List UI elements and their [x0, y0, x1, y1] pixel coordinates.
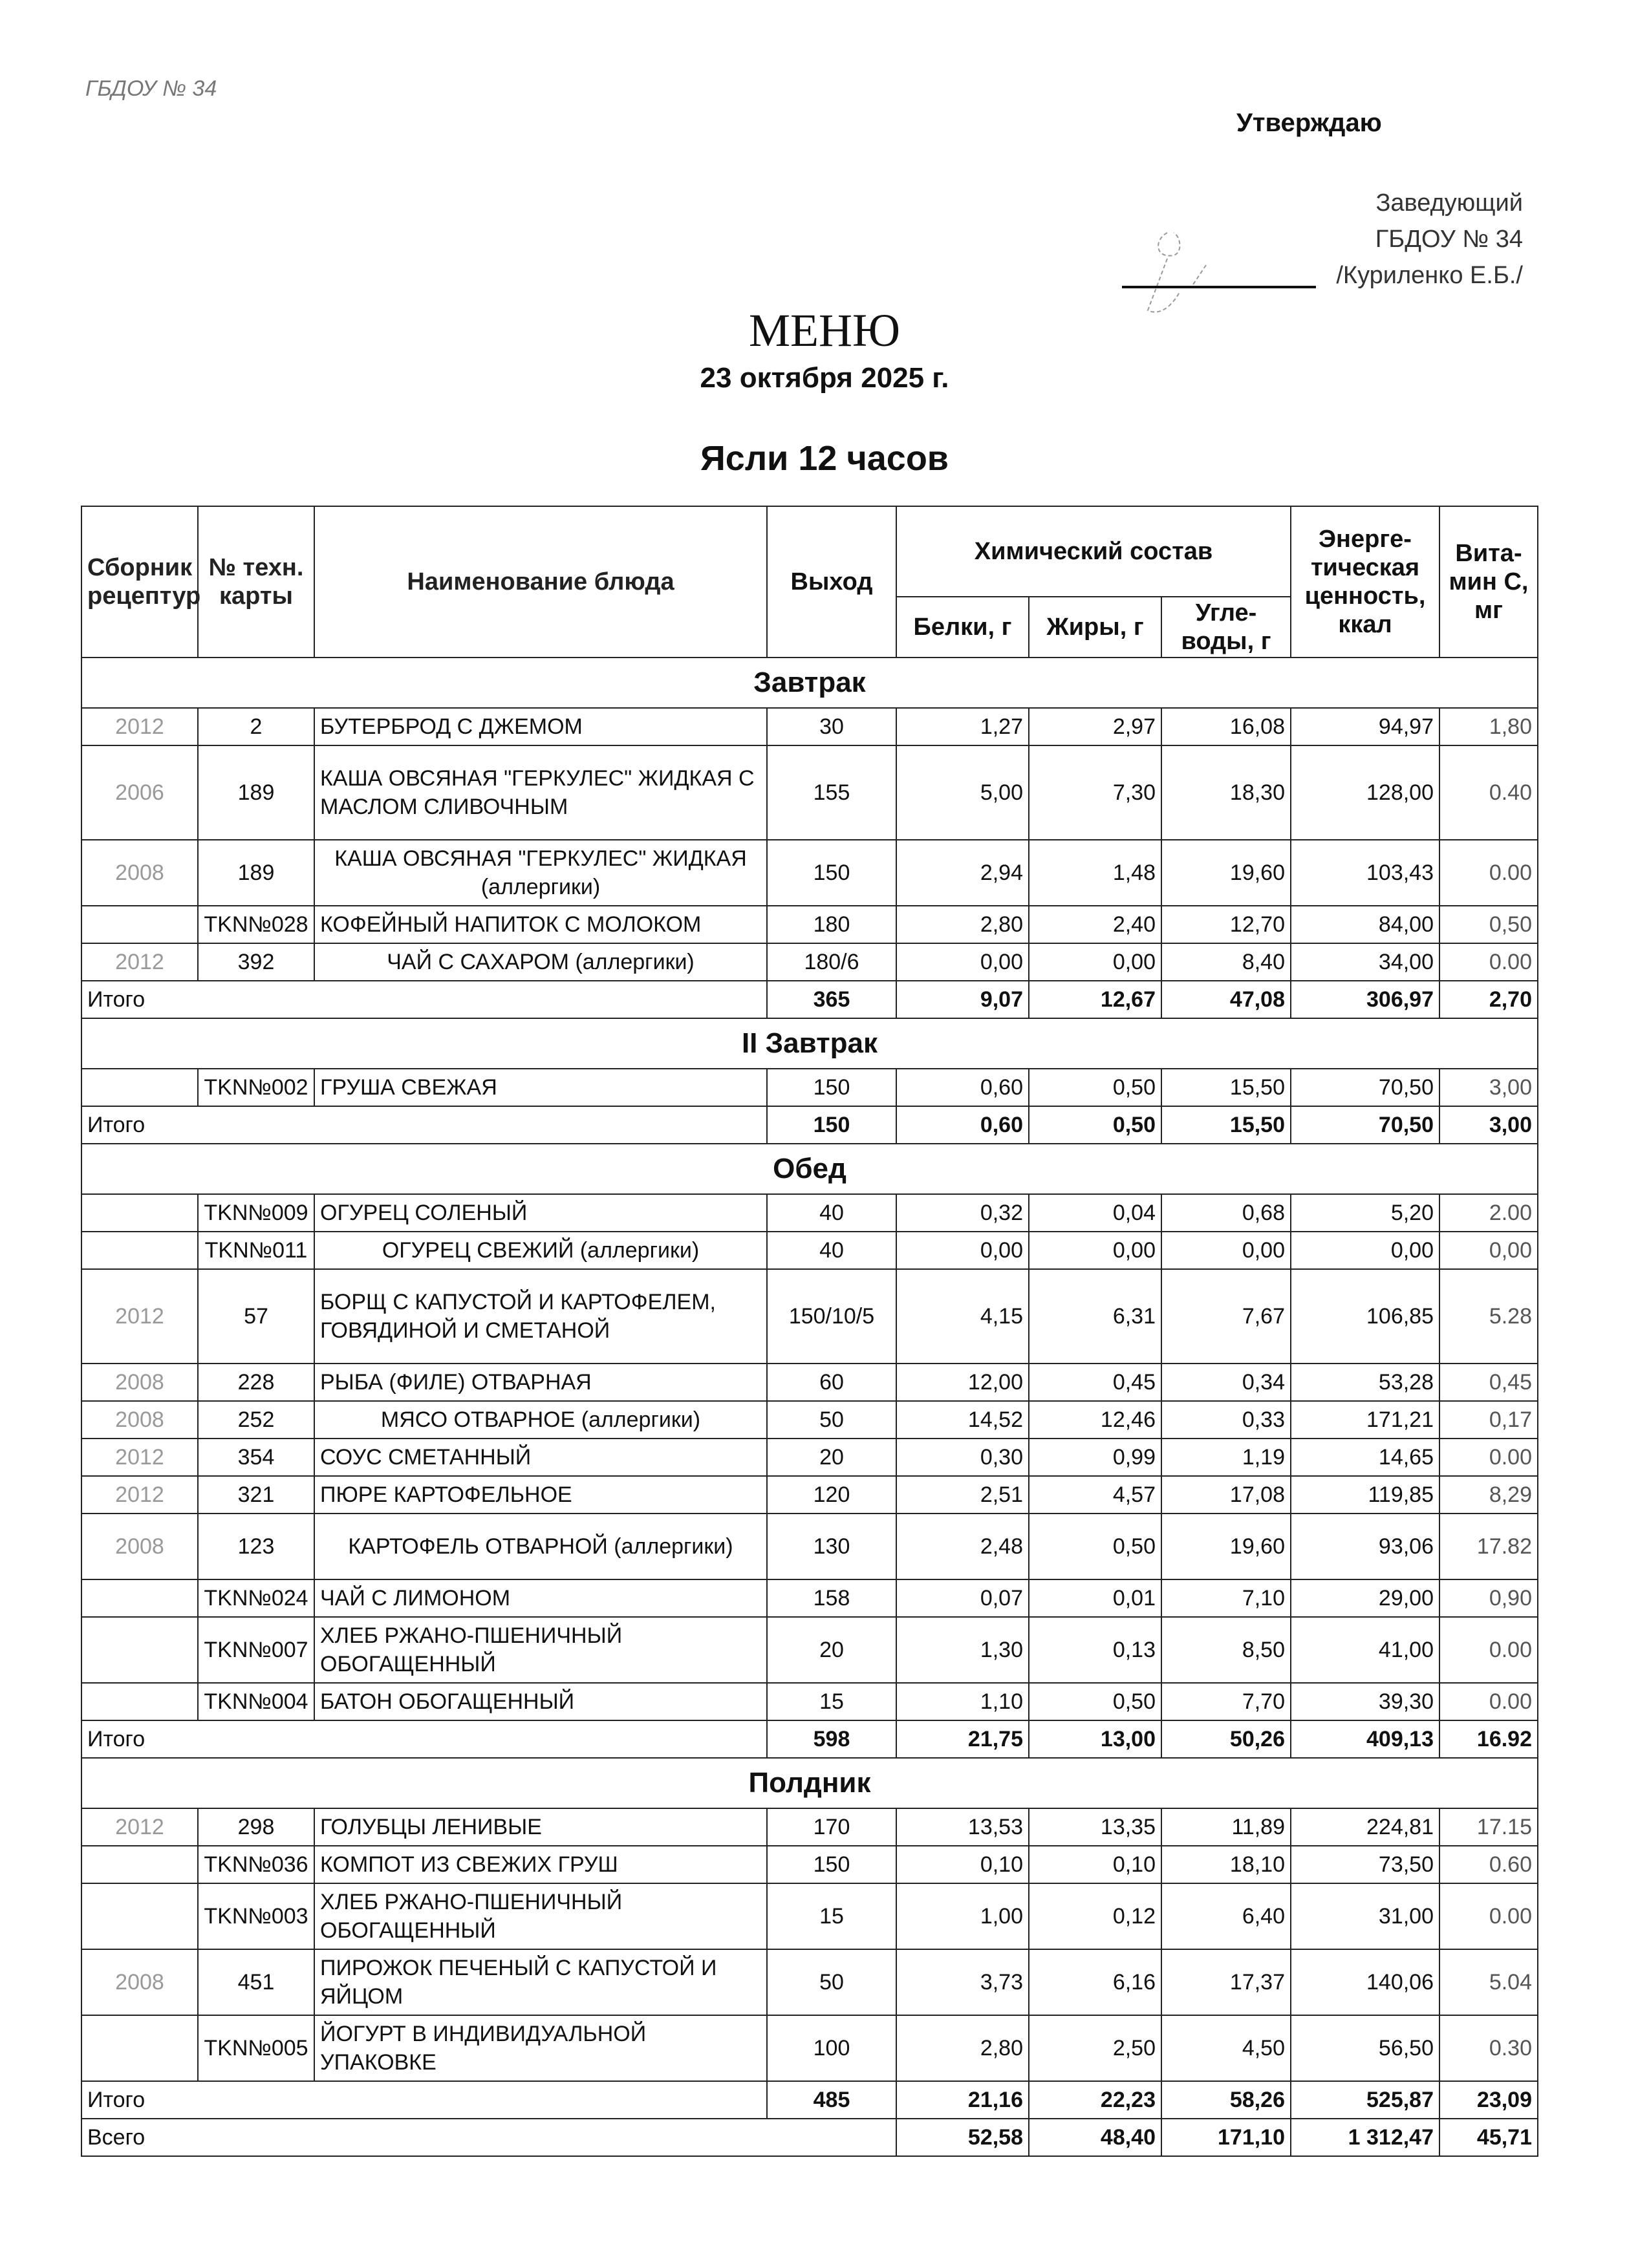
carbs-cell: 11,89	[1161, 1808, 1291, 1846]
carbs-cell: 16,08	[1161, 708, 1291, 745]
energy-cell: 93,06	[1291, 1514, 1439, 1579]
tech-card-cell: 57	[198, 1269, 314, 1364]
dish-name-cell: КАША ОВСЯНАЯ "ГЕРКУЛЕС" ЖИДКАЯ С МАСЛОМ СЛИВОЧНЫМ	[314, 745, 767, 840]
carbs-cell: 17,37	[1161, 1949, 1291, 2015]
dish-row	[81, 2015, 1538, 2081]
dish-name-cell: ХЛЕБ РЖАНО-ПШЕНИЧНЫЙ ОБОГАЩЕННЫЙ	[314, 1883, 767, 1949]
dish-name-cell: ЙОГУРТ В ИНДИВИДУАЛЬНОЙ УПАКОВКЕ	[314, 2015, 767, 2081]
recipe-book-cell: 2006	[81, 745, 198, 840]
dish-row	[81, 1808, 1538, 1846]
vitc-cell: 0.00	[1439, 1439, 1538, 1476]
fat-cell: 0,10	[1029, 1846, 1161, 1883]
output-cell: 50	[767, 1401, 896, 1439]
carbs-cell: 17,08	[1161, 1476, 1291, 1514]
dish-name-cell: ЧАЙ С САХАРОМ (аллергики)	[314, 943, 767, 981]
vitc-cell: 0,17	[1439, 1401, 1538, 1439]
dish-name-cell: СОУС СМЕТАННЫЙ	[314, 1439, 767, 1476]
carbs-cell: 7,70	[1161, 1683, 1291, 1720]
output-cell: 40	[767, 1232, 896, 1269]
col-header-chem: Химический состав	[896, 506, 1291, 597]
protein-cell: 0,07	[896, 1579, 1029, 1617]
tech-card-cell: TKN№004	[198, 1683, 314, 1720]
vitc-cell: 0.00	[1439, 1683, 1538, 1720]
dish-name-cell: ОГУРЕЦ СОЛЕНЫЙ	[314, 1194, 767, 1232]
total-label: Итого	[81, 1106, 767, 1144]
dish-name-cell: БАТОН ОБОГАЩЕННЫЙ	[314, 1683, 767, 1720]
recipe-book-cell	[81, 1069, 198, 1106]
menu-body	[81, 658, 1538, 2156]
output-cell: 150	[767, 1069, 896, 1106]
total-energy-cell: 525,87	[1291, 2081, 1439, 2119]
fat-cell: 0,00	[1029, 943, 1161, 981]
output-cell: 20	[767, 1439, 896, 1476]
total-output-cell: 485	[767, 2081, 896, 2119]
total-carbs-cell: 58,26	[1161, 2081, 1291, 2119]
group-label: Ясли 12 часов	[700, 439, 949, 478]
energy-cell: 84,00	[1291, 906, 1439, 943]
energy-cell: 14,65	[1291, 1439, 1439, 1476]
protein-cell: 3,73	[896, 1949, 1029, 2015]
signature-line	[1122, 286, 1316, 288]
carbs-cell: 8,50	[1161, 1617, 1291, 1683]
fat-cell: 0,50	[1029, 1683, 1161, 1720]
energy-cell: 171,21	[1291, 1401, 1439, 1439]
dish-name-cell: БУТЕРБРОД С ДЖЕМОМ	[314, 708, 767, 745]
tech-card-cell: 392	[198, 943, 314, 981]
vitc-cell: 0.00	[1439, 1617, 1538, 1683]
output-cell: 130	[767, 1514, 896, 1579]
tech-card-cell: TKN№024	[198, 1579, 314, 1617]
total-label: Итого	[81, 981, 767, 1018]
dish-name-cell: КАРТОФЕЛЬ ОТВАРНОЙ (аллергики)	[314, 1514, 767, 1579]
grand-total-fat-cell: 48,40	[1029, 2119, 1161, 2156]
energy-cell: 0,00	[1291, 1232, 1439, 1269]
dish-row	[81, 1883, 1538, 1949]
output-cell: 158	[767, 1579, 896, 1617]
dish-name-cell: КОМПОТ ИЗ СВЕЖИХ ГРУШ	[314, 1846, 767, 1883]
total-label: Итого	[81, 1720, 767, 1758]
output-cell: 30	[767, 708, 896, 745]
tech-card-cell: TKN№005	[198, 2015, 314, 2081]
section-total-row	[81, 2081, 1538, 2119]
protein-cell: 12,00	[896, 1364, 1029, 1401]
section-total-row	[81, 981, 1538, 1018]
recipe-book-cell: 2012	[81, 1439, 198, 1476]
recipe-book-cell	[81, 1846, 198, 1883]
output-cell: 15	[767, 1683, 896, 1720]
carbs-cell: 4,50	[1161, 2015, 1291, 2081]
carbs-cell: 0,33	[1161, 1401, 1291, 1439]
fat-cell: 0,99	[1029, 1439, 1161, 1476]
protein-cell: 0,32	[896, 1194, 1029, 1232]
protein-cell: 14,52	[896, 1401, 1029, 1439]
output-cell: 120	[767, 1476, 896, 1514]
total-vitc-cell: 2,70	[1439, 981, 1538, 1018]
recipe-book-cell	[81, 1683, 198, 1720]
grand-total-label: Всего	[81, 2119, 896, 2156]
protein-cell: 2,80	[896, 906, 1029, 943]
total-energy-cell: 409,13	[1291, 1720, 1439, 1758]
approver-block	[1336, 185, 1523, 294]
protein-cell: 0,00	[896, 1232, 1029, 1269]
dish-name-cell: ПЮРЕ КАРТОФЕЛЬНОЕ	[314, 1476, 767, 1514]
total-output-cell: 150	[767, 1106, 896, 1144]
menu-table	[81, 506, 1538, 2157]
dish-name-cell: БОРЩ С КАПУСТОЙ И КАРТОФЕЛЕМ, ГОВЯДИНОЙ И СМЕТАНОЙ	[314, 1269, 767, 1364]
energy-cell: 140,06	[1291, 1949, 1439, 2015]
energy-cell: 103,43	[1291, 840, 1439, 906]
vitc-cell: 0,50	[1439, 906, 1538, 943]
carbs-cell: 0,34	[1161, 1364, 1291, 1401]
section-header-row	[81, 658, 1538, 708]
dish-row	[81, 708, 1538, 745]
protein-cell: 2,94	[896, 840, 1029, 906]
carbs-cell: 8,40	[1161, 943, 1291, 981]
fat-cell: 13,35	[1029, 1808, 1161, 1846]
vitc-cell: 0,45	[1439, 1364, 1538, 1401]
fat-cell: 12,46	[1029, 1401, 1161, 1439]
section-title: Обед	[81, 1144, 1538, 1194]
energy-cell: 31,00	[1291, 1883, 1439, 1949]
page-title: МЕНЮ	[749, 305, 900, 356]
tech-card-cell: 298	[198, 1808, 314, 1846]
tech-card-cell: 321	[198, 1476, 314, 1514]
energy-cell: 29,00	[1291, 1579, 1439, 1617]
fat-cell: 0,01	[1029, 1579, 1161, 1617]
dish-name-cell: МЯСО ОТВАРНОЕ (аллергики)	[314, 1401, 767, 1439]
energy-cell: 34,00	[1291, 943, 1439, 981]
vitc-cell: 17.82	[1439, 1514, 1538, 1579]
carbs-cell: 0,00	[1161, 1232, 1291, 1269]
grand-total-energy-cell: 1 312,47	[1291, 2119, 1439, 2156]
energy-cell: 56,50	[1291, 2015, 1439, 2081]
protein-cell: 1,00	[896, 1883, 1029, 1949]
recipe-book-cell	[81, 1579, 198, 1617]
carbs-cell: 1,19	[1161, 1439, 1291, 1476]
vitc-cell: 0.30	[1439, 2015, 1538, 2081]
fat-cell: 2,97	[1029, 708, 1161, 745]
tech-card-cell: 189	[198, 840, 314, 906]
dish-row	[81, 1683, 1538, 1720]
vitc-cell: 0.00	[1439, 1883, 1538, 1949]
total-fat-cell: 0,50	[1029, 1106, 1161, 1144]
total-energy-cell: 306,97	[1291, 981, 1439, 1018]
dish-row	[81, 1949, 1538, 2015]
carbs-cell: 15,50	[1161, 1069, 1291, 1106]
approver-name: /Куриленко Е.Б./	[1336, 262, 1523, 289]
recipe-book-cell	[81, 1617, 198, 1683]
dish-name-cell: ЧАЙ С ЛИМОНОМ	[314, 1579, 767, 1617]
total-vitc-cell: 16.92	[1439, 1720, 1538, 1758]
output-cell: 180/6	[767, 943, 896, 981]
fat-cell: 2,50	[1029, 2015, 1161, 2081]
recipe-book-cell: 2012	[81, 708, 198, 745]
total-fat-cell: 12,67	[1029, 981, 1161, 1018]
vitc-cell: 0,00	[1439, 1232, 1538, 1269]
dish-row	[81, 1617, 1538, 1683]
output-cell: 180	[767, 906, 896, 943]
energy-cell: 39,30	[1291, 1683, 1439, 1720]
energy-cell: 5,20	[1291, 1194, 1439, 1232]
dish-row	[81, 906, 1538, 943]
tech-card-cell: 189	[198, 745, 314, 840]
total-protein-cell: 9,07	[896, 981, 1029, 1018]
tech-card-cell: 123	[198, 1514, 314, 1579]
fat-cell: 0,04	[1029, 1194, 1161, 1232]
col-header-energy: Энерге-тическая ценность, ккал	[1291, 506, 1439, 658]
output-cell: 20	[767, 1617, 896, 1683]
dish-row	[81, 1846, 1538, 1883]
protein-cell: 2,80	[896, 2015, 1029, 2081]
protein-cell: 2,48	[896, 1514, 1029, 1579]
carbs-cell: 7,67	[1161, 1269, 1291, 1364]
fat-cell: 0,12	[1029, 1883, 1161, 1949]
tech-card-cell: 252	[198, 1401, 314, 1439]
carbs-cell: 6,40	[1161, 1883, 1291, 1949]
energy-cell: 106,85	[1291, 1269, 1439, 1364]
carbs-cell: 0,68	[1161, 1194, 1291, 1232]
col-header-carbs: Угле-воды, г	[1161, 597, 1291, 658]
protein-cell: 1,27	[896, 708, 1029, 745]
vitc-cell: 5.28	[1439, 1269, 1538, 1364]
recipe-book-cell: 2008	[81, 1949, 198, 2015]
energy-cell: 94,97	[1291, 708, 1439, 745]
fat-cell: 0,50	[1029, 1069, 1161, 1106]
recipe-book-cell	[81, 906, 198, 943]
col-header-protein: Белки, г	[896, 597, 1029, 658]
col-header-card: № техн. карты	[198, 506, 314, 658]
protein-cell: 0,00	[896, 943, 1029, 981]
total-output-cell: 598	[767, 1720, 896, 1758]
energy-cell: 70,50	[1291, 1069, 1439, 1106]
section-header-row	[81, 1018, 1538, 1069]
fat-cell: 0,45	[1029, 1364, 1161, 1401]
tech-card-cell: TKN№002	[198, 1069, 314, 1106]
section-title: Завтрак	[81, 658, 1538, 708]
dish-row	[81, 1439, 1538, 1476]
total-energy-cell: 70,50	[1291, 1106, 1439, 1144]
protein-cell: 4,15	[896, 1269, 1029, 1364]
energy-cell: 73,50	[1291, 1846, 1439, 1883]
section-total-row	[81, 1720, 1538, 1758]
dish-name-cell: ОГУРЕЦ СВЕЖИЙ (аллергики)	[314, 1232, 767, 1269]
total-vitc-cell: 23,09	[1439, 2081, 1538, 2119]
tech-card-cell: TKN№011	[198, 1232, 314, 1269]
dish-name-cell: ГОЛУБЦЫ ЛЕНИВЫЕ	[314, 1808, 767, 1846]
total-output-cell: 365	[767, 981, 896, 1018]
fat-cell: 0,13	[1029, 1617, 1161, 1683]
dish-row	[81, 1364, 1538, 1401]
dish-row	[81, 1401, 1538, 1439]
dish-row	[81, 1514, 1538, 1579]
vitc-cell: 5.04	[1439, 1949, 1538, 2015]
vitc-cell: 0.00	[1439, 840, 1538, 906]
carbs-cell: 12,70	[1161, 906, 1291, 943]
total-carbs-cell: 47,08	[1161, 981, 1291, 1018]
dish-name-cell: КОФЕЙНЫЙ НАПИТОК С МОЛОКОМ	[314, 906, 767, 943]
recipe-book-cell	[81, 1883, 198, 1949]
recipe-book-cell: 2012	[81, 1476, 198, 1514]
signature-icon	[1128, 220, 1271, 317]
protein-cell: 1,10	[896, 1683, 1029, 1720]
grand-total-vitc-cell: 45,71	[1439, 2119, 1538, 2156]
recipe-book-cell: 2012	[81, 943, 198, 981]
tech-card-cell: 228	[198, 1364, 314, 1401]
carbs-cell: 18,10	[1161, 1846, 1291, 1883]
section-header-row	[81, 1144, 1538, 1194]
recipe-book-cell	[81, 1194, 198, 1232]
protein-cell: 0,60	[896, 1069, 1029, 1106]
dish-row	[81, 1194, 1538, 1232]
approve-label: Утверждаю	[1236, 109, 1382, 137]
fat-cell: 6,31	[1029, 1269, 1161, 1364]
dish-row	[81, 745, 1538, 840]
output-cell: 50	[767, 1949, 896, 2015]
output-cell: 60	[767, 1364, 896, 1401]
carbs-cell: 18,30	[1161, 745, 1291, 840]
fat-cell: 4,57	[1029, 1476, 1161, 1514]
energy-cell: 41,00	[1291, 1617, 1439, 1683]
total-protein-cell: 21,75	[896, 1720, 1029, 1758]
output-cell: 15	[767, 1883, 896, 1949]
recipe-book-cell: 2008	[81, 1401, 198, 1439]
total-label: Итого	[81, 2081, 767, 2119]
dish-name-cell: РЫБА (ФИЛЕ) ОТВАРНАЯ	[314, 1364, 767, 1401]
vitc-cell: 3,00	[1439, 1069, 1538, 1106]
output-cell: 40	[767, 1194, 896, 1232]
tech-card-cell: TKN№028	[198, 906, 314, 943]
tech-card-cell: TKN№007	[198, 1617, 314, 1683]
dish-row	[81, 1069, 1538, 1106]
carbs-cell: 19,60	[1161, 840, 1291, 906]
dish-row	[81, 1269, 1538, 1364]
protein-cell: 2,51	[896, 1476, 1029, 1514]
section-title: Полдник	[81, 1758, 1538, 1808]
tech-card-cell: TKN№003	[198, 1883, 314, 1949]
grand-total-protein-cell: 52,58	[896, 2119, 1029, 2156]
protein-cell: 5,00	[896, 745, 1029, 840]
carbs-cell: 7,10	[1161, 1579, 1291, 1617]
dish-row	[81, 1579, 1538, 1617]
protein-cell: 0,30	[896, 1439, 1029, 1476]
tech-card-cell: TKN№009	[198, 1194, 314, 1232]
total-carbs-cell: 50,26	[1161, 1720, 1291, 1758]
col-header-vitc: Вита-мин С, мг	[1439, 506, 1538, 658]
vitc-cell: 0.40	[1439, 745, 1538, 840]
energy-cell: 119,85	[1291, 1476, 1439, 1514]
tech-card-cell: 451	[198, 1949, 314, 2015]
menu-date: 23 октября 2025 г.	[700, 362, 949, 394]
dish-name-cell: КАША ОВСЯНАЯ "ГЕРКУЛЕС" ЖИДКАЯ (аллергики)	[314, 840, 767, 906]
carbs-cell: 19,60	[1161, 1514, 1291, 1579]
total-protein-cell: 21,16	[896, 2081, 1029, 2119]
output-cell: 150/10/5	[767, 1269, 896, 1364]
tech-card-cell: 2	[198, 708, 314, 745]
recipe-book-cell: 2008	[81, 840, 198, 906]
col-header-output: Выход	[767, 506, 896, 658]
vitc-cell: 0,90	[1439, 1579, 1538, 1617]
vitc-cell: 8,29	[1439, 1476, 1538, 1514]
section-title: II Завтрак	[81, 1018, 1538, 1069]
output-cell: 150	[767, 1846, 896, 1883]
organization-label: ГБДОУ № 34	[85, 76, 217, 101]
tech-card-cell: TKN№036	[198, 1846, 314, 1883]
total-fat-cell: 13,00	[1029, 1720, 1161, 1758]
energy-cell: 53,28	[1291, 1364, 1439, 1401]
section-header-row	[81, 1758, 1538, 1808]
recipe-book-cell	[81, 1232, 198, 1269]
fat-cell: 1,48	[1029, 840, 1161, 906]
total-fat-cell: 22,23	[1029, 2081, 1161, 2119]
tech-card-cell: 354	[198, 1439, 314, 1476]
recipe-book-cell: 2008	[81, 1514, 198, 1579]
grand-total-row	[81, 2119, 1538, 2156]
dish-name-cell: ХЛЕБ РЖАНО-ПШЕНИЧНЫЙ ОБОГАЩЕННЫЙ	[314, 1617, 767, 1683]
total-vitc-cell: 3,00	[1439, 1106, 1538, 1144]
vitc-cell: 17.15	[1439, 1808, 1538, 1846]
total-carbs-cell: 15,50	[1161, 1106, 1291, 1144]
col-header-book: Сборник рецептур	[81, 506, 198, 658]
vitc-cell: 0.00	[1439, 943, 1538, 981]
fat-cell: 0,50	[1029, 1514, 1161, 1579]
fat-cell: 2,40	[1029, 906, 1161, 943]
recipe-book-cell: 2012	[81, 1269, 198, 1364]
fat-cell: 7,30	[1029, 745, 1161, 840]
vitc-cell: 2.00	[1439, 1194, 1538, 1232]
approver-position: Заведующий	[1375, 189, 1523, 217]
recipe-book-cell: 2012	[81, 1808, 198, 1846]
output-cell: 155	[767, 745, 896, 840]
dish-row	[81, 840, 1538, 906]
energy-cell: 224,81	[1291, 1808, 1439, 1846]
recipe-book-cell	[81, 2015, 198, 2081]
section-total-row	[81, 1106, 1538, 1144]
col-header-fat: Жиры, г	[1029, 597, 1161, 658]
dish-name-cell: ГРУША СВЕЖАЯ	[314, 1069, 767, 1106]
vitc-cell: 0.60	[1439, 1846, 1538, 1883]
vitc-cell: 1,80	[1439, 708, 1538, 745]
dish-name-cell: ПИРОЖОК ПЕЧЕНЫЙ С КАПУСТОЙ И ЯЙЦОМ	[314, 1949, 767, 2015]
protein-cell: 0,10	[896, 1846, 1029, 1883]
output-cell: 150	[767, 840, 896, 906]
recipe-book-cell: 2008	[81, 1364, 198, 1401]
fat-cell: 6,16	[1029, 1949, 1161, 2015]
energy-cell: 128,00	[1291, 745, 1439, 840]
protein-cell: 13,53	[896, 1808, 1029, 1846]
dish-row	[81, 1232, 1538, 1269]
output-cell: 100	[767, 2015, 896, 2081]
approver-org: ГБДОУ № 34	[1375, 226, 1523, 253]
grand-total-carbs-cell: 171,10	[1161, 2119, 1291, 2156]
col-header-name: Наименование блюда	[314, 506, 767, 658]
total-protein-cell: 0,60	[896, 1106, 1029, 1144]
dish-row	[81, 943, 1538, 981]
protein-cell: 1,30	[896, 1617, 1029, 1683]
output-cell: 170	[767, 1808, 896, 1846]
fat-cell: 0,00	[1029, 1232, 1161, 1269]
dish-row	[81, 1476, 1538, 1514]
